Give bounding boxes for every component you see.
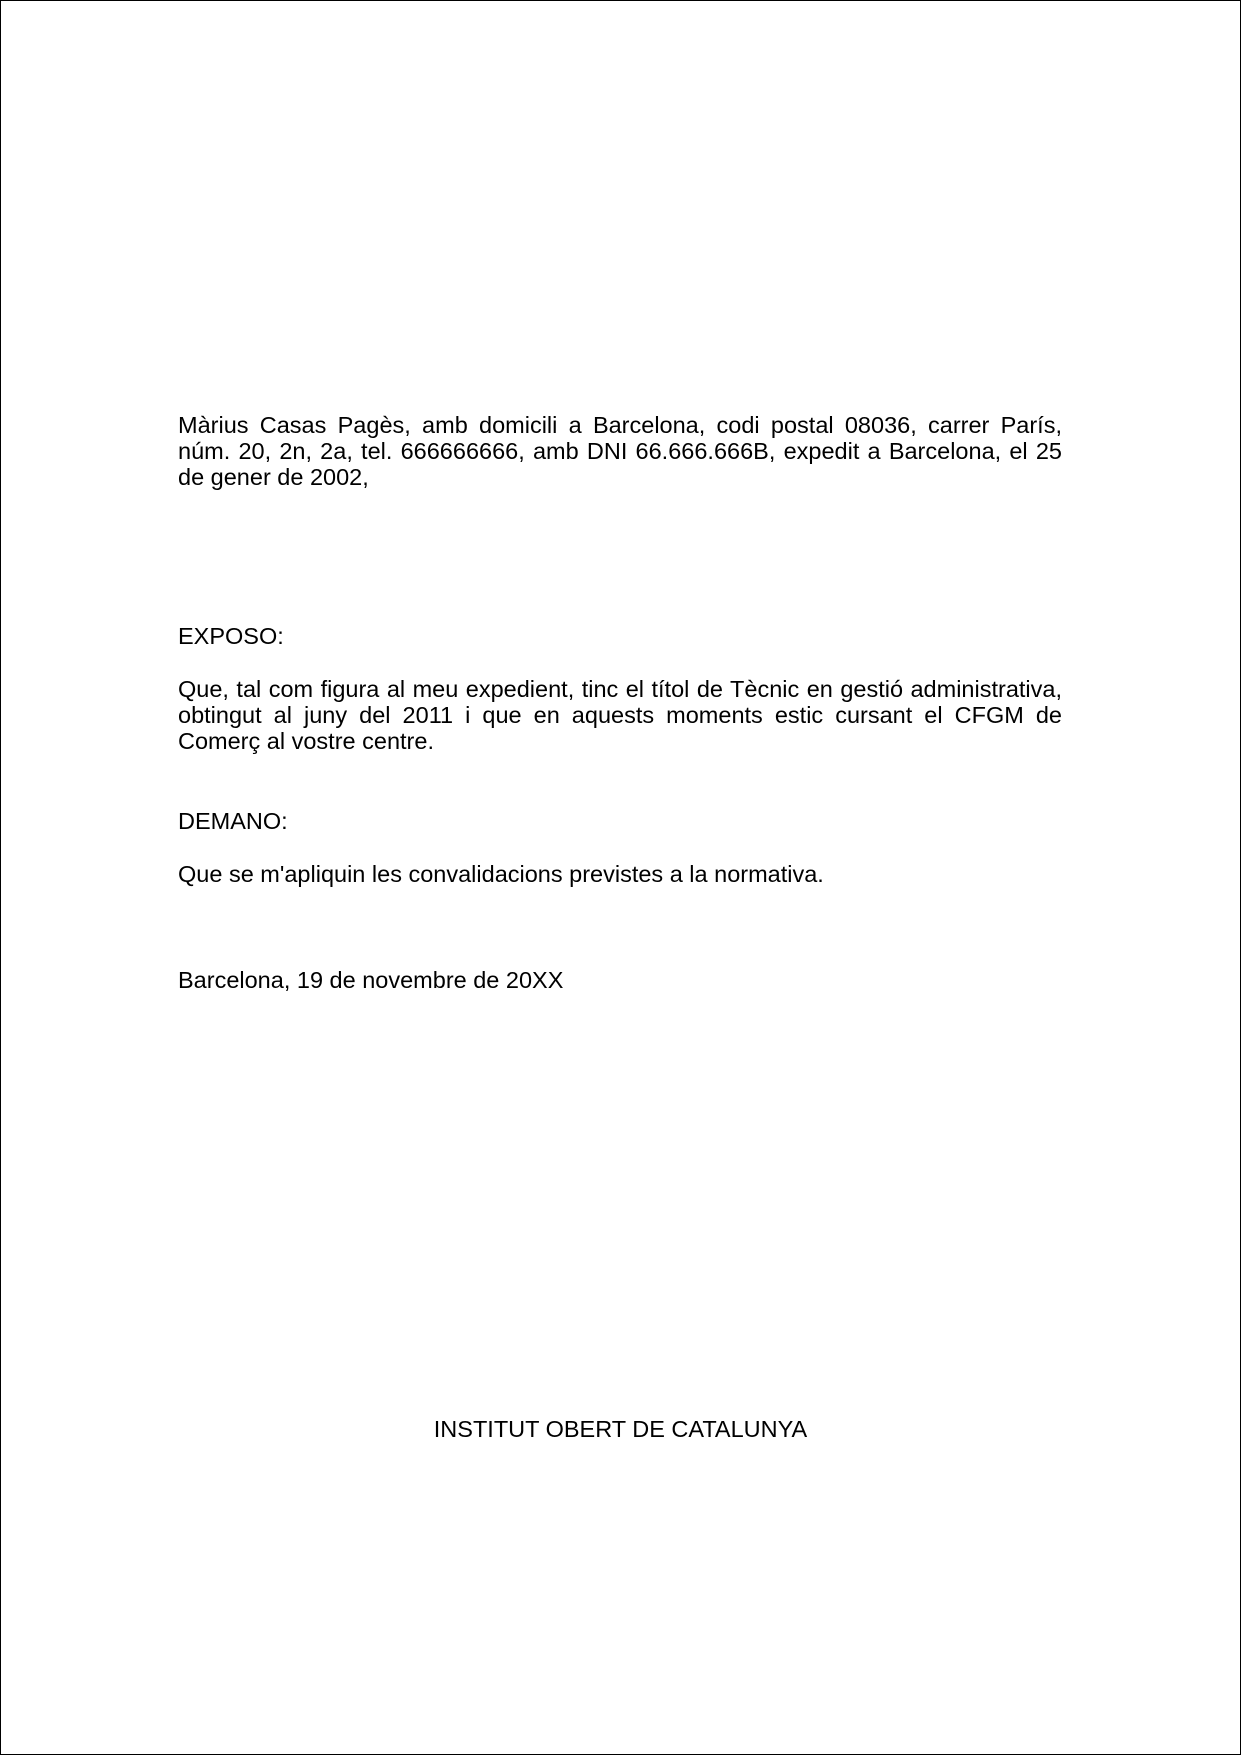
place-date: Barcelona, 19 de novembre de 20XX (178, 967, 564, 993)
demano-body: Que se m'apliquin les convalidacions previstes a la normativa. (178, 861, 824, 887)
applicant-statement: Màrius Casas Pagès, amb domicili a Barcelona, codi postal 08036, carrer París, núm. 20, 2n, 2a, tel. 666666666, amb DNI 66.666.666B, expedit a Barcelona, el 25 de gener de 2002, (178, 412, 1062, 490)
expose-heading: EXPOSO: (178, 623, 284, 649)
recipient: INSTITUT OBERT DE CATALUNYA (433, 1416, 808, 1442)
expose-body: Que, tal com figura al meu expedient, tinc el títol de Tècnic en gestió administrativa, obtingut al juny del 2011 i que en aquests moments estic cursant el CFGM de Comerç al vostre centre. (178, 676, 1062, 754)
demano-heading: DEMANO: (178, 808, 288, 834)
